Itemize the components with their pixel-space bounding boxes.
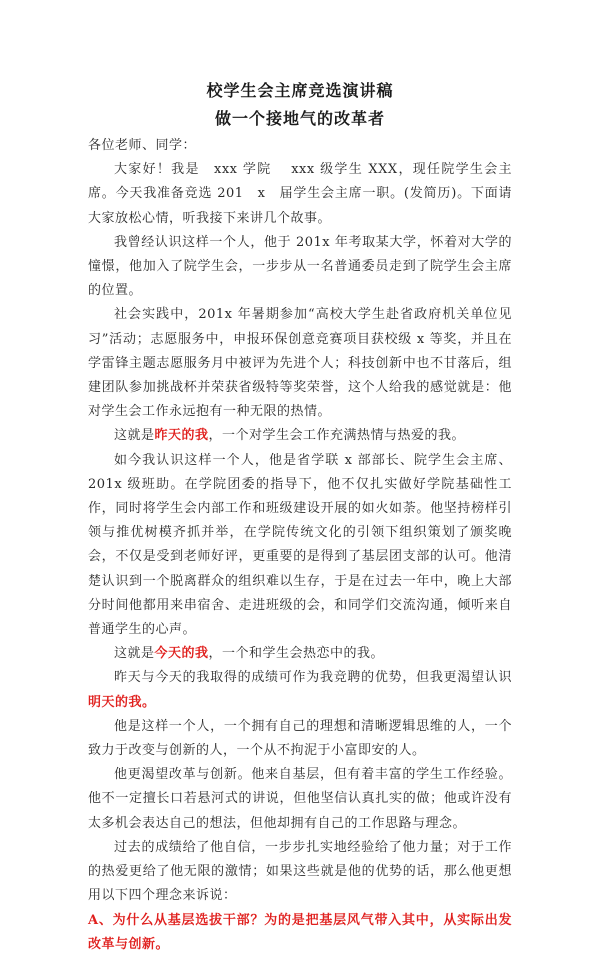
paragraph-tomorrow	[88, 666, 512, 714]
paragraph-present-person: 如今我认识这样一个人，他是省学联 x 部部长、院学生会主席、201x 级班助。在学院团委的指导下，他不仅扎实做好学院基础性工作，同时将学生会内部工作和班级建设开展的如火如荼。他坚持榜样引领与推优树模齐抓并举，在学院传统文化的引领下组织策划了颁奖晚会，不仅是受到老师好评，更重要的是得到了基层团支部的认可。他清楚认识到一个脱离群众的组织难以生存，于是在过去一年中，晚上大部分时间他都用来串宿舍、走进班级的会，和同学们交流沟通，倾听来自普通学生的心声。	[88, 452, 512, 638]
paragraph-reform: 他更渴望改革与创新。他来自基层，但有着丰富的学生工作经验。他不一定擅长口若悬河式的讲说，但他坚信认真扎实的做；他或许没有太多机会表达自己的想法，但他却拥有自己的工作思路与理念。	[88, 767, 512, 831]
paragraph-today	[88, 642, 512, 666]
document-title: 校学生会主席竞选演讲稿	[206, 81, 394, 100]
document-body	[88, 134, 512, 957]
text-prefix: 这就是	[114, 646, 155, 662]
greeting: 各位老师、同学：	[88, 138, 197, 153]
text-suffix: ，一个对学生会工作充满热情与热爱的我。	[208, 428, 466, 444]
point-a: A、为什么从基层选拔干部？为的是把基层风气带入其中，从实际出发改革与创新。	[88, 912, 512, 952]
text-prefix: 这就是	[114, 428, 155, 444]
document-subtitle: 做一个接地气的改革者	[214, 109, 385, 128]
highlight-tomorrow: 明天的我。	[88, 694, 156, 710]
paragraph-past-person: 我曾经认识这样一个人，他于 201x 年考取某大学，怀着对大学的憧憬，他加入了院学生会，一步步从一名普通委员走到了院学生会主席的位置。	[88, 234, 512, 299]
paragraph-activities: 社会实践中，201x 年暑期参加“高校大学生赴省政府机关单位见习”活动；志愿服务中，申报环保创意竞赛项目获校级 x 等奖，并且在学雷锋主题志愿服务月中被评为先进个人；科技创新中也不甘落后，组建团队参加挑战杯并荣获省级特等奖荣誉，这个人给我的感觉就是：他对学生会工作永远抱有一种无限的热情。	[88, 307, 512, 420]
paragraph-confidence: 过去的成绩给了他自信，一步步扎实地经验给了他力量；对于工作的热爱更给了他无限的激情；如果这些就是他的优势的话，那么他更想用以下四个理念来诉说：	[88, 839, 512, 904]
paragraph-yesterday	[88, 424, 512, 448]
paragraph-intro: 大家好！我是 xxx 学院 xxx 级学生 XXX，现任院学生会主席。今天我准备竞选 201 x 届学生会主席一职。(发简历)。下面请大家放松心情，听我接下来讲几个故事。	[88, 162, 512, 226]
text-prefix: 昨天与今天的我取得的成绩可作为我竞聘的优势，但我更渴望认识	[114, 670, 512, 686]
highlight-today: 今天的我	[154, 646, 209, 662]
text-suffix: ，一个和学生会热恋中的我。	[208, 646, 385, 662]
highlight-yesterday: 昨天的我	[154, 428, 209, 444]
paragraph-future-person: 他是这样一个人，一个拥有自己的理想和清晰逻辑思维的人，一个致力于改变与创新的人，一个从不拘泥于小富即安的人。	[88, 718, 512, 759]
